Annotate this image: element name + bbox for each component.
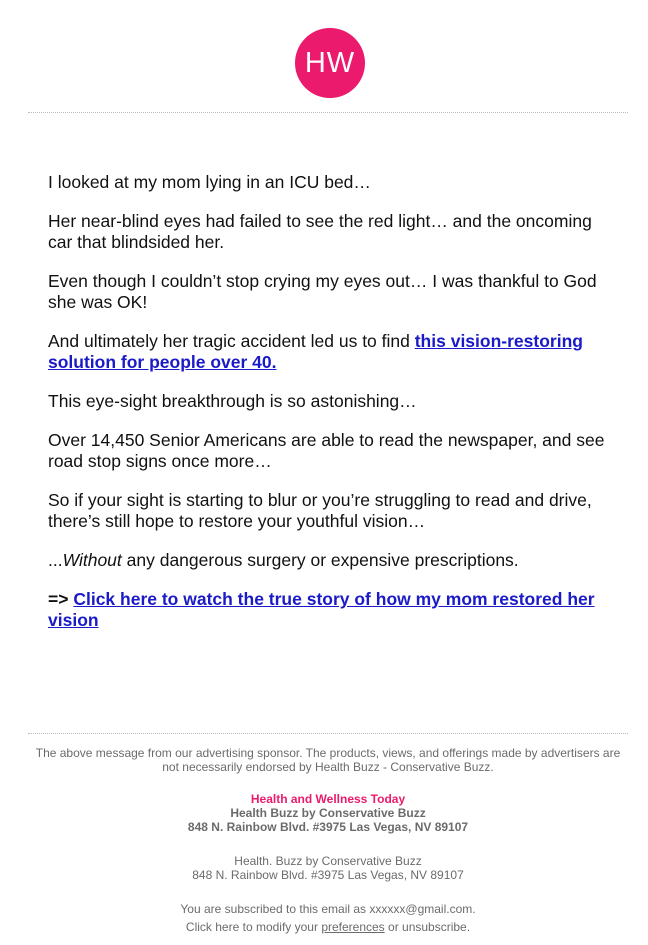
footer-disclaimer: The above message from our advertising sponsor. The products, views, and offerings made by advertisers are not necessarily endorsed by Health Buzz - Conservative Buzz. (35, 746, 621, 774)
paragraph-8 (48, 550, 618, 571)
cta-paragraph (48, 589, 618, 631)
message-body (48, 172, 618, 649)
logo (295, 28, 365, 98)
bottom-divider (28, 733, 628, 734)
footer-modify (28, 920, 628, 934)
paragraph-4 (48, 331, 618, 373)
paragraph-8-italic: Without (62, 550, 122, 570)
preferences-link[interactable]: preferences (321, 920, 385, 934)
vision-solution-link[interactable]: this vision-restoring solution for people over 40. (48, 331, 583, 372)
paragraph-4-text: And ultimately her tragic accident led us to find (48, 331, 415, 351)
cta-arrow: => (48, 589, 69, 609)
paragraph-5: This eye-sight breakthrough is so astonishing… (48, 391, 417, 411)
top-divider (28, 112, 628, 113)
paragraph-6: Over 14,450 Senior Americans are able to read the newspaper, and see road stop signs once more… (48, 430, 605, 471)
footer-spacer (28, 834, 628, 854)
paragraph-3: Even though I couldn’t stop crying my eyes out… I was thankful to God she was OK! (48, 271, 597, 312)
footer-spacer-2 (28, 882, 628, 902)
paragraph-1: I looked at my mom lying in an ICU bed… (48, 172, 371, 192)
paragraph-2: Her near-blind eyes had failed to see the red light… and the oncoming car that blindsided her. (48, 211, 592, 252)
paragraph-7: So if your sight is starting to blur or you’re struggling to read and drive, there’s still hope to restore your youthful vision… (48, 490, 592, 531)
footer-company-address: 848 N. Rainbow Blvd. #3975 Las Vegas, NV 89107 (192, 868, 464, 882)
footer-subscribed: You are subscribed to this email as xxxxxx@gmail.com. (180, 902, 476, 916)
footer-modify-suffix: or unsubscribe. (384, 920, 471, 934)
paragraph-8-rest: any dangerous surgery or expensive prescriptions. (121, 550, 519, 570)
footer-modify-prefix: Click here to modify your (185, 920, 322, 934)
footer-brand-name: Health Buzz by Conservative Buzz (230, 806, 426, 820)
cta-link[interactable]: Click here to watch the true story of how my mom restored her vision (48, 589, 595, 630)
footer (28, 746, 628, 934)
footer-brand-title: Health and Wellness Today (250, 792, 406, 806)
paragraph-8-prefix: ... (48, 550, 63, 570)
logo-text: HW (304, 46, 356, 79)
footer-brand-address: 848 N. Rainbow Blvd. #3975 Las Vegas, NV 89107 (187, 820, 469, 834)
footer-company-name: Health. Buzz by Conservative Buzz (234, 854, 422, 868)
